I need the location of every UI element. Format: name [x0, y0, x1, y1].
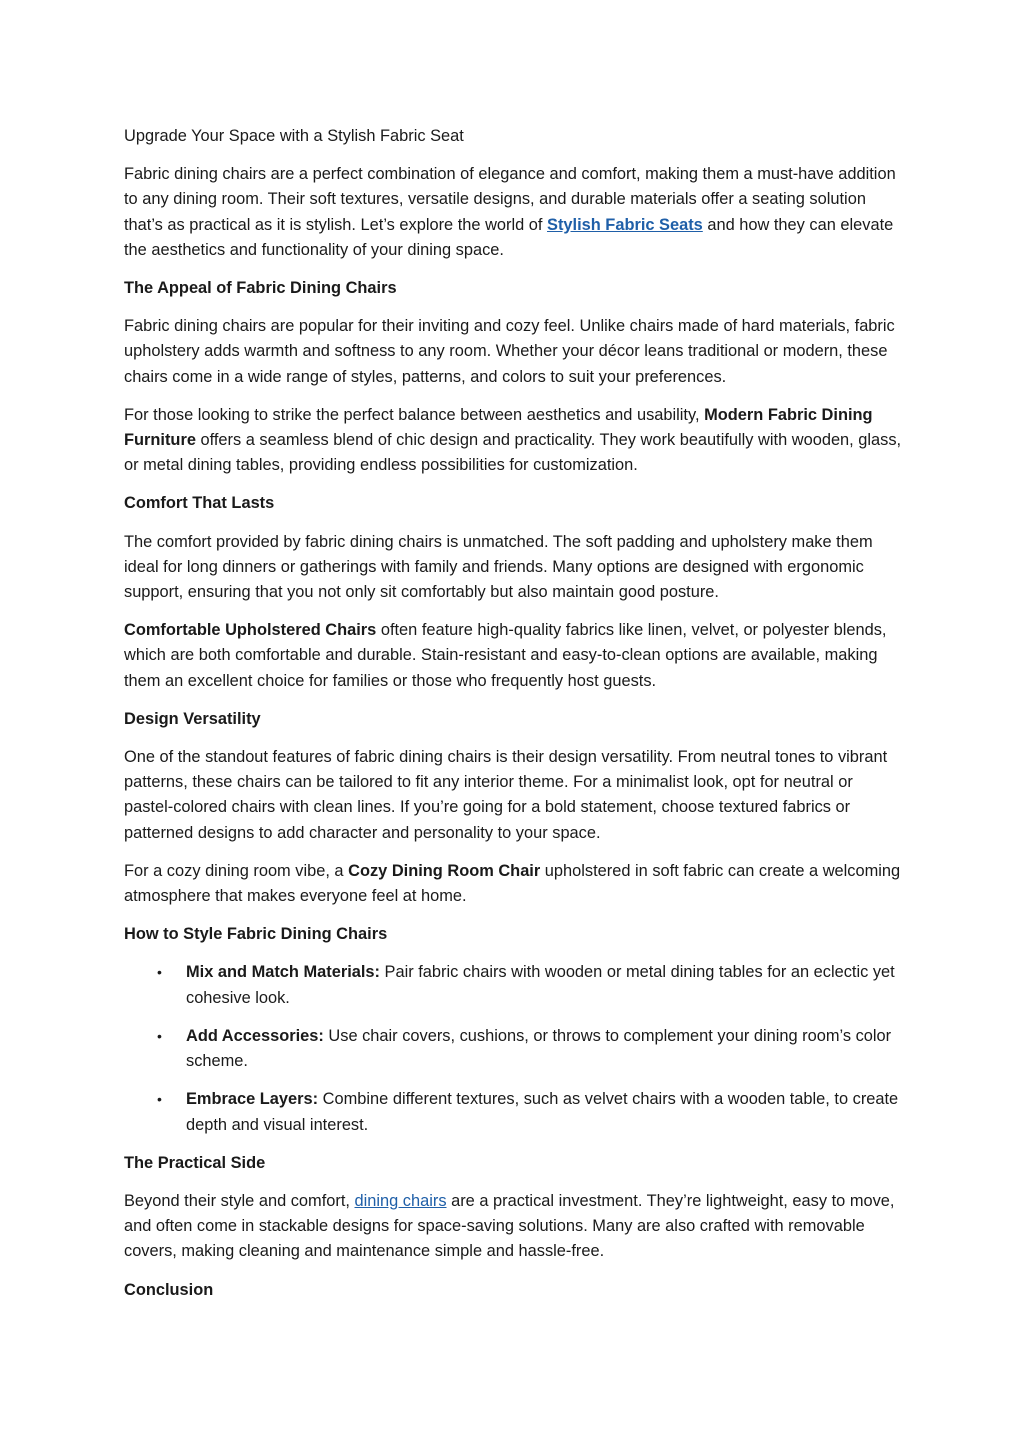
design-p2-text-start: For a cozy dining room vibe, a — [124, 861, 349, 880]
list-item-text: Pair fabric chairs with wooden or metal dining tables for an eclectic yet cohesive look. — [186, 963, 895, 1007]
bullet-icon: • — [157, 964, 162, 981]
practical-text-end: are a practical investment. They’re lightweight, easy to move, and often come in stackable designs for space-saving solutions. Many are also crafted with removable covers, making cleaning and maintenance simple and hassle-free. — [124, 1191, 895, 1261]
practical-paragraph — [124, 1189, 904, 1265]
bullet-icon: • — [157, 1091, 162, 1108]
section-heading-conclusion: Conclusion — [124, 1280, 214, 1299]
modern-fabric-dining-furniture-bold: Modern Fabric Dining Furniture — [124, 405, 873, 450]
section-heading-design: Design Versatility — [124, 709, 261, 728]
list-item — [124, 960, 904, 1010]
comfort-p2-text: often feature high-quality fabrics like linen, velvet, or polyester blends, which are both comfortable and durable. Stain-resistant and easy-to-clean options are available, making them an excellent choice for families or those who frequently host guests. — [124, 621, 887, 690]
design-paragraph-2 — [124, 859, 904, 909]
appeal-paragraph-2 — [124, 403, 904, 479]
intro-text-end: and how they can elevate the aesthetics and functionality of your dining space. — [124, 215, 894, 259]
practical-text-start: Beyond their style and comfort, — [124, 1191, 355, 1210]
stylish-fabric-seats-link[interactable]: Stylish Fabric Seats — [547, 215, 703, 234]
comfort-paragraph-1: The comfort provided by fabric dining chairs is unmatched. The soft padding and upholstery make them ideal for long dinners or gatherings with family and friends. Many options are designed with ergonomic support, ensuring that you not only sit comfortably but also maintain good posture. — [124, 532, 873, 602]
appeal-paragraph-1: Fabric dining chairs are popular for their inviting and cozy feel. Unlike chairs made of hard materials, fabric upholstery adds warmth and softness to any room. Whether your décor leans traditional or modern, these chairs come in a wide range of styles, patterns, and colors to suit your preferences. — [124, 317, 895, 386]
section-heading-style: How to Style Fabric Dining Chairs — [124, 925, 388, 944]
cozy-dining-room-chair-bold: Cozy Dining Room Chair — [348, 861, 541, 880]
style-tips-list — [124, 960, 904, 1137]
list-item-text: Combine different textures, such as velvet chairs with a wooden table, to create depth and visual interest. — [186, 1090, 899, 1134]
intro-paragraph — [124, 162, 904, 263]
list-item-label: Embrace Layers: — [186, 1090, 319, 1109]
comfort-paragraph-2 — [124, 618, 904, 694]
list-item-text: Use chair covers, cushions, or throws to complement your dining room’s color scheme. — [186, 1026, 892, 1071]
list-item-label: Mix and Match Materials: — [186, 963, 380, 982]
list-item — [124, 1024, 904, 1074]
section-heading-practical: The Practical Side — [124, 1153, 266, 1172]
dining-chairs-link[interactable]: dining chairs — [354, 1191, 447, 1210]
document-page — [124, 124, 904, 1316]
document-title: Upgrade Your Space with a Stylish Fabric Seat — [124, 127, 464, 145]
design-paragraph-1: One of the standout features of fabric dining chairs is their design versatility. From neutral tones to vibrant patterns, these chairs can be tailored to fit any interior theme. For a minimalist look, opt for neutral or pastel-colored chairs with clean lines. If you’re going for a bold statement, choose textured fabrics or patterned designs to add character and personality to your space. — [124, 748, 888, 842]
section-heading-appeal: The Appeal of Fabric Dining Chairs — [124, 279, 397, 298]
comfortable-upholstered-chairs-bold: Comfortable Upholstered Chairs — [124, 621, 377, 640]
section-heading-comfort: Comfort That Lasts — [124, 494, 275, 513]
bullet-icon: • — [157, 1027, 162, 1044]
list-item — [124, 1087, 904, 1137]
intro-text-start: Fabric dining chairs are a perfect combination of elegance and comfort, making them a must-have addition to any dining room. Their soft textures, versatile designs, and durable materials offer a seating solution that’s as practical as it is stylish. Let’s explore the world of — [124, 165, 896, 234]
appeal-p2-text-start: For those looking to strike the perfect balance between aesthetics and usability, — [124, 405, 705, 424]
design-p2-text-end: upholstered in soft fabric can create a welcoming atmosphere that makes everyone feel at home. — [124, 861, 901, 906]
list-item-label: Add Accessories: — [186, 1026, 324, 1045]
appeal-p2-text-end: offers a seamless blend of chic design and practicality. They work beautifully with wooden, glass, or metal dining tables, providing endless possibilities for customization. — [124, 431, 902, 475]
